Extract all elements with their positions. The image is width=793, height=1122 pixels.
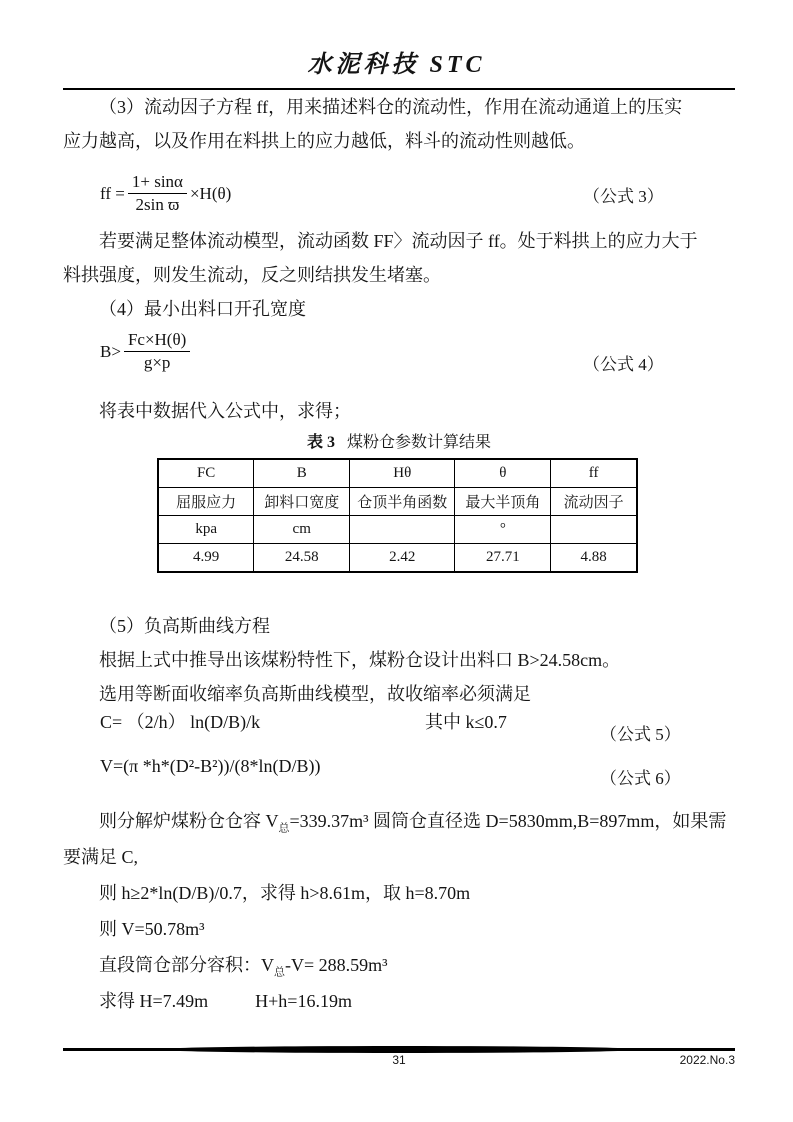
formula-5-label: （公式 5） (600, 725, 681, 744)
paragraph-flow-factor-line1: （3）流动因子方程 ff，用来描述料仓的流动性，作用在流动通道上的压实 (99, 97, 683, 117)
table-row-units (158, 516, 637, 544)
formula-5 (63, 711, 735, 755)
formula-4 (63, 326, 735, 394)
table-cell: B (254, 459, 350, 488)
page-number: 31 (392, 1053, 406, 1067)
formula-6-expression: V=(π *h*(D²-B²))/(8*ln(D/B)) (100, 756, 321, 776)
volume-text-before: 则分解炉煤粉仓仓容 V (99, 811, 279, 831)
table-cell: 最大半顶角 (455, 488, 551, 516)
table-caption (63, 428, 735, 458)
table-cell: ° (455, 516, 551, 544)
straight-volume-after: -V= 288.59m³ (285, 955, 388, 975)
paragraph-mass-flow-line1: 若要满足整体流动模型，流动函数 FF〉流动因子 ff。处于料拱上的应力大于 (99, 231, 698, 251)
paragraph-gauss-model: 选用等断面收缩率负高斯曲线模型，故收缩率必须满足 (99, 684, 531, 704)
paragraph-table-intro: 将表中数据代入公式中，求得； (99, 401, 351, 421)
formula-3-label: （公式 3） (583, 187, 664, 206)
table-cell: cm (254, 516, 350, 544)
paragraph-flow-factor-line2: 应力越高，以及作用在料拱上的应力越低，料斗的流动性则越低。 (63, 131, 585, 151)
paragraph-volume-line1 (63, 803, 735, 839)
table-cell: θ (455, 459, 551, 488)
paragraph-straight-volume (63, 947, 735, 983)
table-cell: 24.58 (254, 544, 350, 573)
formula-3-rhs: ×H(θ) (189, 183, 232, 203)
table-cell: 27.71 (455, 544, 551, 573)
formula-3-denominator: 2sin ϖ (128, 193, 187, 215)
paragraph-height-result (63, 983, 735, 1019)
table-row-symbols (158, 459, 637, 488)
table-cell: ff (551, 459, 637, 488)
table-cell: 屈服应力 (158, 488, 254, 516)
table-cell: 流动因子 (551, 488, 637, 516)
formula-3-fraction (128, 172, 187, 215)
volume-text-after: =339.37m³ 圆筒仓直径选 D=5830mm,B=897mm，如果需 (289, 811, 727, 831)
paragraph-height-h: 则 h≥2*ln(D/B)/0.7，求得 h>8.61m，取 h=8.70m (99, 883, 471, 903)
table-cell: kpa (158, 516, 254, 544)
volume-subscript-total: 总 (278, 822, 290, 835)
table-row-values (158, 544, 637, 573)
footer-rule (63, 1048, 735, 1051)
table-caption-label: 表 3 (306, 434, 335, 451)
formula-4-lhs: B> (100, 341, 121, 361)
document-content (63, 90, 735, 1019)
formula-4-fraction (124, 330, 190, 373)
footer-row (63, 1053, 735, 1071)
table-cell: 2.42 (350, 544, 455, 573)
table-caption-text: 煤粉仓参数计算结果 (347, 434, 492, 451)
height-total-value: H+h=16.19m (255, 991, 352, 1011)
table-row-names (158, 488, 637, 516)
paragraph-mass-flow-line2: 料拱强度，则发生流动，反之则结拱发生堵塞。 (63, 265, 441, 285)
issue-number: 2022.No.3 (679, 1053, 735, 1067)
table-cell: 4.99 (158, 544, 254, 573)
formula-3-numerator: 1+ sinα (131, 172, 183, 191)
page-footer (0, 1048, 793, 1071)
parameters-table (157, 458, 638, 573)
table-cell: Hθ (350, 459, 455, 488)
paragraph-volume-line2: 要满足 C, (63, 847, 139, 867)
straight-volume-before: 直段筒仓部分容积：V (99, 955, 274, 975)
table-cell (350, 516, 455, 544)
paragraph-outlet-design: 根据上式中推导出该煤粉特性下，煤粉仓设计出料口 B>24.58cm。 (99, 650, 621, 670)
table-cell: 4.88 (551, 544, 637, 573)
formula-3-lhs: ff = (100, 183, 125, 203)
table-cell: FC (158, 459, 254, 488)
formula-3-expression (100, 172, 231, 215)
formula-4-label: （公式 4） (583, 355, 664, 374)
formula-4-expression (100, 330, 193, 373)
table-cell (551, 516, 637, 544)
straight-volume-subscript: 总 (274, 966, 285, 979)
journal-title: 水泥科技 STC (307, 52, 486, 78)
heading-section-5: （5）负高斯曲线方程 (99, 616, 270, 636)
formula-4-numerator: Fc×H(θ) (127, 330, 187, 349)
heading-section-4: （4）最小出料口开孔宽度 (99, 299, 306, 319)
formula-4-denominator: g×p (124, 351, 190, 373)
formula-5-condition: 其中 k≤0.7 (425, 712, 507, 732)
formula-6 (63, 755, 735, 803)
formula-5-expression: C= （2/h） ln(D/B)/k (100, 712, 261, 732)
formula-3 (63, 166, 735, 224)
height-H-value: 求得 H=7.49m (99, 991, 209, 1011)
paragraph-cone-volume: 则 V=50.78m³ (99, 919, 205, 939)
table-cell: 卸料口宽度 (254, 488, 350, 516)
table-cell: 仓顶半角函数 (350, 488, 455, 516)
formula-6-label: （公式 6） (600, 769, 681, 788)
